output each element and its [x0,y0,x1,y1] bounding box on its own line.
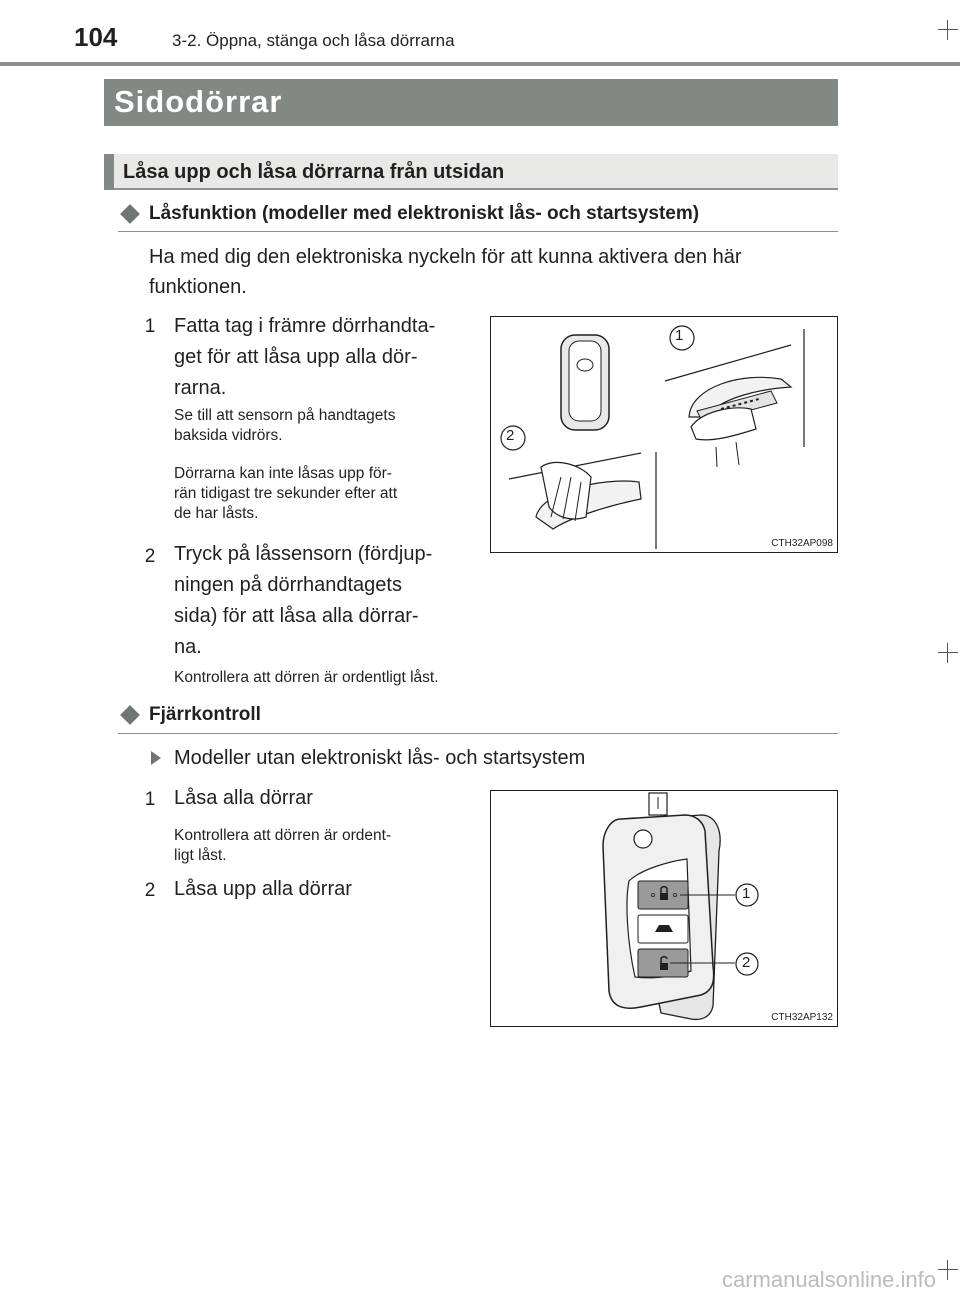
remote-step-1-note [174,826,474,866]
crop-mark-icon [938,643,958,663]
subsection-title: Låsa upp och låsa dörrarna från utsidan [123,161,505,183]
figure-code: CTH32AP098 [771,538,833,549]
remote-key-illustration [491,791,837,1026]
crop-mark-icon [938,1260,958,1280]
figure-callout-1: 1 [675,327,684,344]
note-line: baksida vidrörs. [174,427,283,444]
triangle-arrow-icon [151,751,161,765]
lock-function-intro-line-1: Ha med dig den elektroniska nyckeln för att kunna aktivera den här [149,246,742,268]
watermark: carmanualsonline.info [721,1267,936,1292]
remote-step-number-2: 2 [144,880,156,901]
figure-code: CTH32AP132 [771,1012,833,1023]
note-line: Dörrarna kan inte låsas upp för- [174,465,392,482]
header-divider [0,62,960,66]
chapter-title: 3-2. Öppna, stänga och låsa dörrarna [172,31,455,50]
step-1-line: get för att låsa upp alla dör- [174,346,418,368]
diamond-icon [120,204,140,224]
lock-function-intro-line-2: funktionen. [149,276,247,298]
step-2-note: Kontrollera att dörren är ordentligt låst. [174,669,439,686]
step-number-2: 2 [144,546,156,567]
remote-subheading: Modeller utan elektroniskt lås- och startsystem [174,747,586,769]
heading-divider [118,733,838,734]
step-1-note-2 [174,464,474,524]
figure-callout-1: 1 [742,885,751,902]
step-2-line: ningen på dörrhandtagets [174,574,402,596]
remote-step-1-label: Låsa alla dörrar [174,787,313,809]
figure-callout-2: 2 [506,427,515,444]
remote-step-2-label: Låsa upp alla dörrar [174,878,352,900]
door-handle-illustration [491,317,837,552]
step-1-line: rarna. [174,377,227,399]
remote-heading: Fjärrkontroll [149,704,261,725]
step-1-note-1 [174,406,474,446]
lock-function-heading: Låsfunktion (modeller med elektroniskt lås- och startsystem) [149,203,700,224]
note-line: rän tidigast tre sekunder efter att [174,485,398,502]
step-2-line: sida) för att låsa alla dörrar- [174,605,419,627]
note-line: ligt låst. [174,847,227,864]
figure-callout-2: 2 [742,954,751,971]
remote-step-number-1: 1 [144,789,156,810]
step-2-text [174,539,474,663]
step-2-line: na. [174,636,202,658]
step-2-line: Tryck på låssensorn (fördjup- [174,543,433,565]
step-1-line: Fatta tag i främre dörrhandta- [174,315,436,337]
diamond-icon [120,705,140,725]
step-1-text [174,311,474,404]
note-line: de har låsts. [174,505,259,522]
remote-key-figure [490,790,838,1027]
door-handle-figure [490,316,838,553]
page-number: 104 [74,22,118,52]
section-title: Sidodörrar [114,84,283,119]
note-line: Kontrollera att dörren är ordent- [174,827,392,844]
step-number-1: 1 [144,316,156,337]
crop-mark-icon [938,20,958,40]
subsection-accent-bar [104,154,114,190]
note-line: Se till att sensorn på handtagets [174,407,396,424]
heading-divider [118,231,838,232]
